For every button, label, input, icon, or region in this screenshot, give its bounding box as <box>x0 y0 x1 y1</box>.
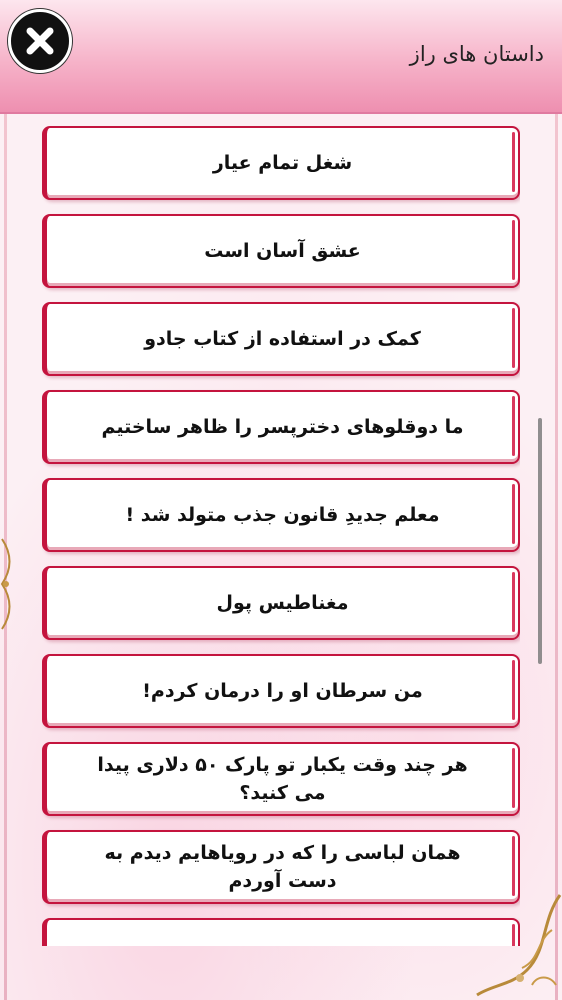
list-item[interactable] <box>42 478 520 552</box>
list-item-label: عشق آسان است <box>204 240 361 262</box>
list-item[interactable] <box>42 830 520 904</box>
stories-list[interactable] <box>42 126 520 946</box>
page-title: داستان های راز <box>409 42 544 66</box>
ornament-left-icon <box>0 534 14 644</box>
list-item-label: ما دوقلوهای دخترپسر را ظاهر ساختیم <box>101 416 464 438</box>
list-item-label: معلم جدیدِ قانون جذب متولد شد ! <box>125 504 440 526</box>
list-item[interactable] <box>42 214 520 288</box>
list-item-label: کمک در استفاده از کتاب جادو <box>144 328 421 350</box>
list-item[interactable] <box>42 918 520 946</box>
list-item-label: مغناطیس پول <box>216 592 349 614</box>
list-item[interactable] <box>42 390 520 464</box>
list-item[interactable] <box>42 654 520 728</box>
frame-border-right <box>555 114 558 1000</box>
list-item-label: شغل تمام عیار <box>212 152 353 174</box>
close-button[interactable] <box>8 9 72 73</box>
app-header <box>0 0 562 114</box>
scrollbar[interactable] <box>538 418 542 664</box>
list-item-label: من سرطان او را درمان کردم! <box>142 680 423 702</box>
list-item[interactable] <box>42 302 520 376</box>
list-item-label: هر چند وقت یکبار تو پارک ۵۰ دلاری پیدا می کنید؟ <box>97 754 468 804</box>
list-item[interactable] <box>42 126 520 200</box>
close-x-icon <box>23 24 57 58</box>
list-item-label: همان لباسی را که در رویاهایم دیدم به دست آوردم <box>104 842 461 892</box>
list-item[interactable] <box>42 566 520 640</box>
list-item[interactable] <box>42 742 520 816</box>
